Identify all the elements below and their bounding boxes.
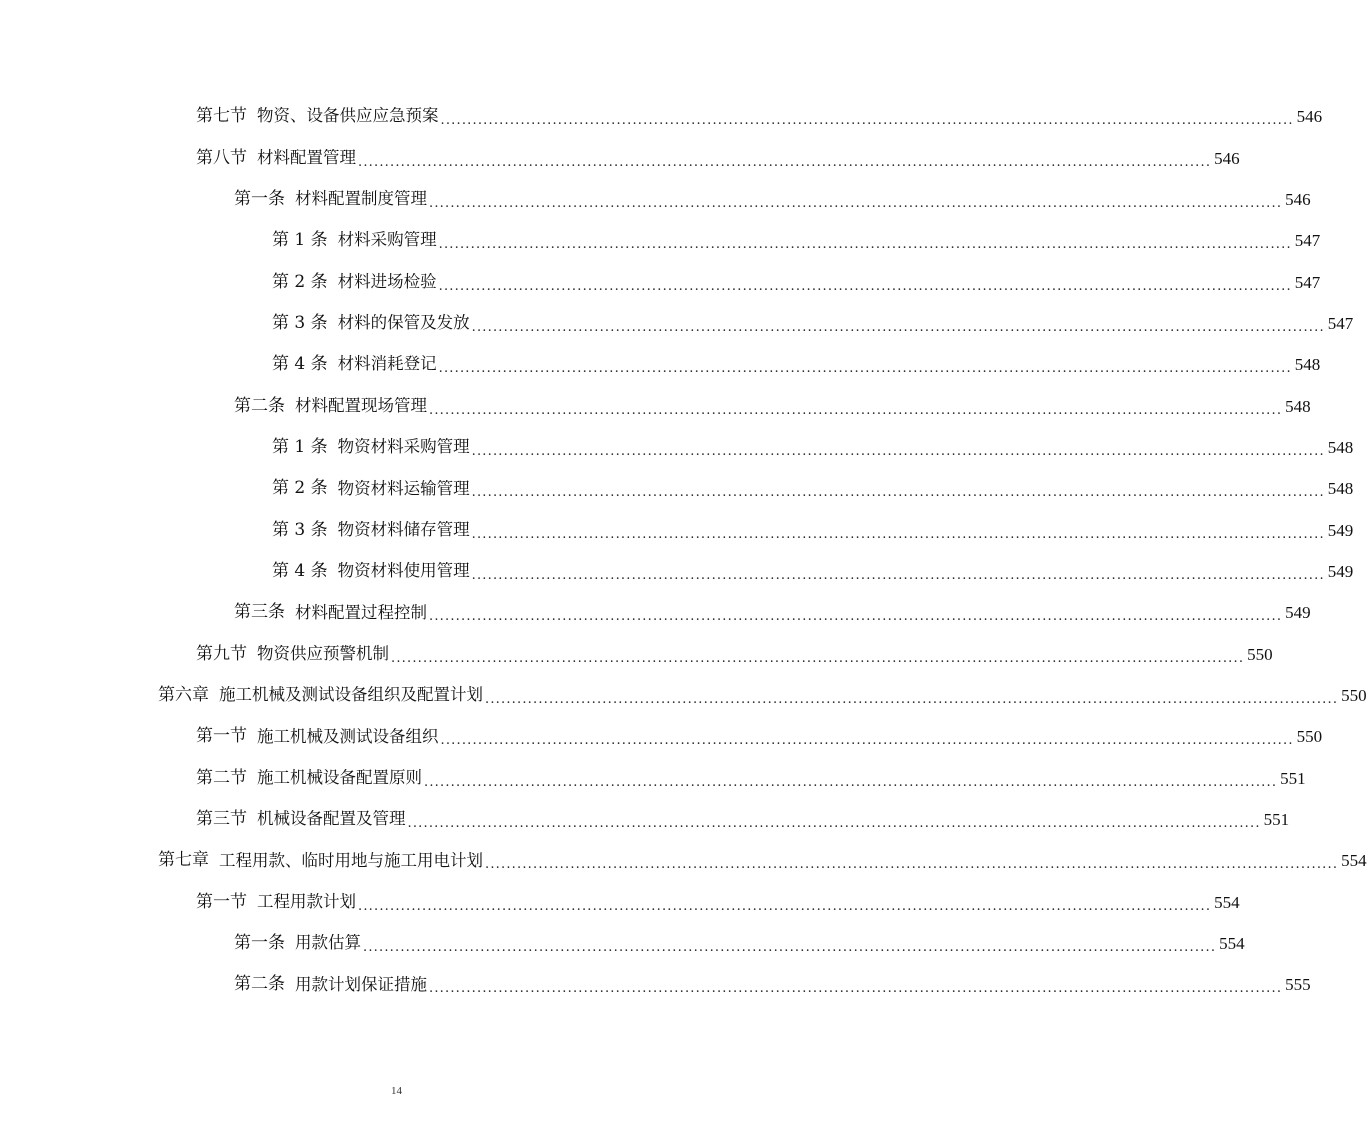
- toc-entry-page: 548: [1327, 479, 1354, 499]
- toc-entry-page: 548: [1294, 355, 1321, 375]
- toc-leader-dots: ................................................................................................................................................................: [363, 940, 1217, 956]
- toc-entry-title: 工程用款计划: [257, 891, 356, 911]
- toc-entry-page: 555: [1285, 975, 1311, 995]
- toc-entry-title: 材料配置现场管理: [295, 395, 427, 415]
- toc-leader-dots: ................................................................................................................................................................: [358, 154, 1212, 170]
- toc-entry[interactable]: [0, 509, 1354, 550]
- toc-entry-page: 554: [1214, 892, 1240, 912]
- toc-entry[interactable]: [0, 964, 1311, 1005]
- toc-entry-page: 550: [1341, 685, 1367, 705]
- toc-entry[interactable]: [0, 220, 1321, 261]
- page-number: 14: [391, 1085, 402, 1097]
- toc-entry-title: 材料配置过程控制: [295, 602, 427, 622]
- toc-entry-page: 546: [1285, 189, 1311, 209]
- toc-leader-dots: ................................................................................................................................................................: [471, 526, 1325, 542]
- toc-entry[interactable]: [0, 179, 1311, 220]
- toc-entry[interactable]: [0, 551, 1354, 592]
- toc-entry-page: 549: [1285, 603, 1311, 623]
- toc-entry-page: 547: [1294, 231, 1321, 251]
- toc-entry[interactable]: [0, 675, 1367, 716]
- toc-entry-page: 554: [1341, 851, 1367, 871]
- toc-entry[interactable]: [0, 882, 1240, 923]
- toc-entry[interactable]: [0, 799, 1290, 840]
- toc-entry-page: 554: [1219, 934, 1245, 954]
- toc-entry-page: 551: [1263, 810, 1290, 830]
- toc-entry-number: 第九节: [196, 643, 247, 664]
- toc-entry-title: 材料配置管理: [257, 147, 356, 167]
- toc-leader-dots: ................................................................................................................................................................: [471, 443, 1325, 459]
- toc-entry-number: 第六章: [158, 684, 209, 705]
- toc-entry-title: 物资、设备供应应急预案: [257, 106, 439, 126]
- toc-leader-dots: ................................................................................................................................................................: [358, 898, 1212, 914]
- toc-entry[interactable]: [0, 633, 1273, 674]
- toc-entry-number: 第八节: [196, 147, 247, 168]
- toc-leader-dots: ................................................................................................................................................................: [407, 816, 1261, 832]
- toc-leader-dots: ................................................................................................................................................................: [429, 981, 1283, 997]
- toc-entry-title: 施工机械及测试设备组织及配置计划: [219, 685, 483, 705]
- toc-entry-page: 546: [1214, 148, 1240, 168]
- toc-entry-number: 第一条: [234, 188, 285, 209]
- toc-entry-page: 546: [1296, 107, 1323, 127]
- toc-entry-page: 550: [1247, 644, 1273, 664]
- toc-entry[interactable]: [0, 592, 1311, 633]
- toc-entry[interactable]: [0, 840, 1367, 881]
- toc-entry[interactable]: [0, 96, 1323, 137]
- toc-entry-page: 548: [1285, 396, 1311, 416]
- toc-leader-dots: ................................................................................................................................................................: [471, 567, 1325, 583]
- toc-entry-title: 物资材料使用管理: [337, 561, 470, 581]
- toc-entry[interactable]: [0, 137, 1240, 178]
- toc-entry-title: 用款计划保证措施: [295, 974, 427, 994]
- toc-entry-title: 物资材料运输管理: [337, 478, 470, 498]
- toc-entry-number: 第 1 条: [272, 436, 328, 457]
- toc-entry[interactable]: [0, 385, 1311, 426]
- table-of-contents: [0, 96, 1367, 1006]
- toc-leader-dots: ................................................................................................................................................................: [429, 402, 1283, 418]
- toc-entry-page: 549: [1327, 561, 1354, 581]
- toc-entry-number: 第 3 条: [272, 519, 328, 540]
- toc-entry-title: 工程用款、临时用地与施工用电计划: [219, 850, 483, 870]
- toc-entry-number: 第二节: [196, 767, 247, 788]
- toc-entry-title: 材料消耗登记: [337, 354, 437, 374]
- toc-entry-number: 第三节: [196, 809, 247, 830]
- toc-entry-number: 第 4 条: [272, 354, 328, 375]
- toc-entry[interactable]: [0, 716, 1323, 757]
- toc-entry-number: 第 4 条: [272, 560, 328, 581]
- toc-entry-page: 550: [1296, 727, 1323, 747]
- toc-entry[interactable]: [0, 427, 1354, 468]
- toc-entry-page: 548: [1327, 437, 1354, 457]
- toc-leader-dots: ................................................................................................................................................................: [485, 691, 1339, 707]
- toc-entry[interactable]: [0, 344, 1321, 385]
- toc-entry-number: 第七章: [158, 850, 209, 871]
- toc-leader-dots: ................................................................................................................................................................: [438, 278, 1292, 294]
- toc-entry-title: 材料配置制度管理: [295, 189, 427, 209]
- toc-entry[interactable]: [0, 468, 1354, 509]
- toc-entry-number: 第 3 条: [272, 312, 328, 333]
- toc-entry-number: 第二条: [234, 974, 285, 995]
- toc-entry-title: 机械设备配置及管理: [257, 809, 406, 829]
- toc-entry-number: 第一节: [196, 891, 247, 912]
- toc-entry-title: 材料采购管理: [337, 230, 437, 250]
- toc-entry-title: 施工机械设备配置原则: [257, 767, 422, 787]
- toc-entry-number: 第 2 条: [272, 271, 328, 292]
- toc-entry[interactable]: [0, 758, 1306, 799]
- toc-entry-title: 物资材料储存管理: [337, 519, 470, 539]
- toc-entry-page: 547: [1327, 313, 1354, 333]
- toc-entry-page: 551: [1280, 768, 1306, 788]
- toc-leader-dots: ................................................................................................................................................................: [438, 361, 1292, 377]
- toc-leader-dots: ................................................................................................................................................................: [485, 857, 1339, 873]
- toc-entry-number: 第三条: [234, 602, 285, 623]
- toc-entry-number: 第一节: [196, 726, 247, 747]
- toc-entry-title: 材料的保管及发放: [337, 313, 470, 333]
- toc-entry-title: 材料进场检验: [337, 271, 437, 291]
- toc-leader-dots: ................................................................................................................................................................: [391, 650, 1245, 666]
- toc-leader-dots: ................................................................................................................................................................: [438, 237, 1292, 253]
- toc-entry-title: 施工机械及测试设备组织: [257, 726, 439, 746]
- toc-leader-dots: ................................................................................................................................................................: [429, 195, 1283, 211]
- toc-leader-dots: ................................................................................................................................................................: [429, 609, 1283, 625]
- toc-leader-dots: ................................................................................................................................................................: [424, 774, 1278, 790]
- toc-entry-title: 物资供应预警机制: [257, 643, 389, 663]
- toc-entry-title: 用款估算: [295, 933, 361, 953]
- toc-entry-number: 第 2 条: [272, 478, 328, 499]
- toc-leader-dots: ................................................................................................................................................................: [471, 319, 1325, 335]
- toc-entry[interactable]: [0, 303, 1354, 344]
- toc-entry-title: 物资材料采购管理: [337, 437, 470, 457]
- toc-entry[interactable]: [0, 261, 1321, 302]
- toc-entry-page: 547: [1294, 272, 1321, 292]
- toc-entry-number: 第 1 条: [272, 230, 328, 251]
- toc-entry-number: 第七节: [196, 106, 247, 127]
- toc-entry-number: 第二条: [234, 395, 285, 416]
- toc-entry-page: 549: [1327, 520, 1354, 540]
- toc-entry[interactable]: [0, 923, 1245, 964]
- toc-leader-dots: ................................................................................................................................................................: [440, 113, 1294, 129]
- toc-entry-number: 第一条: [234, 933, 285, 954]
- toc-leader-dots: ................................................................................................................................................................: [471, 485, 1325, 501]
- toc-leader-dots: ................................................................................................................................................................: [440, 733, 1294, 749]
